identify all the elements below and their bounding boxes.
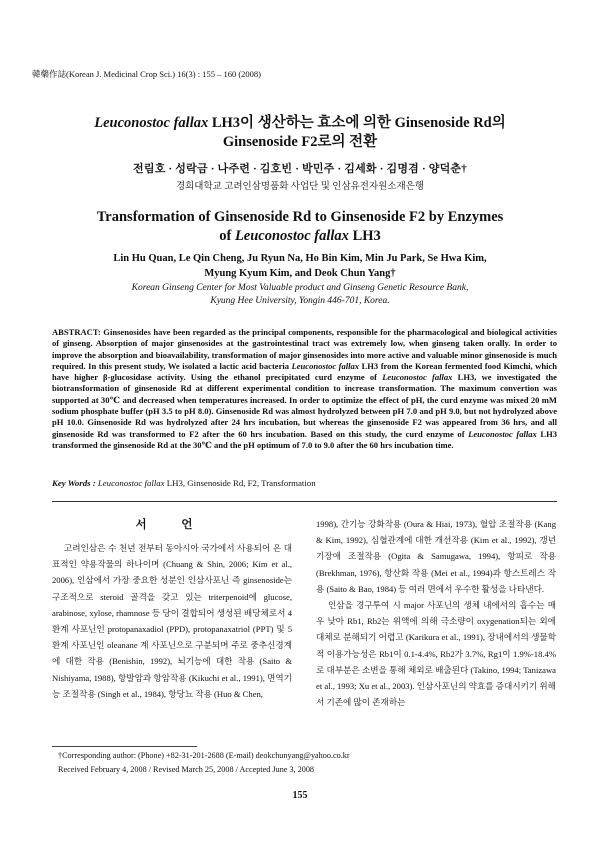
korean-affiliation: 경희대학교 고려인삼명품화 사업단 및 인삼유전자원소재은행 bbox=[175, 182, 425, 192]
english-title bbox=[30, 208, 570, 246]
english-authors bbox=[60, 251, 540, 281]
abstract-species-1: Leuconostoc fallax bbox=[291, 360, 360, 371]
english-affiliation bbox=[60, 282, 540, 308]
abstract-part1: ABSTRACT: Ginsenosides have been regarded as the principal components, responsible for the pharmacological and biological activities of ginseng. Absorption of major ginsenosides at the gastrointestinal tract was extremely low, when ginseng taken orally. In order to improve the absorption and bioavailability, transformation of major ginsenosides into more active and valuable minor ginsenoside is much required. In this present study, We isolated a lactic acid bacteria bbox=[52, 327, 557, 371]
section-divider bbox=[52, 501, 557, 502]
footnote-rule bbox=[52, 746, 197, 747]
intro-paragraph-1: 고려인삼은 수 천년 전부터 동아시아 국가에서 사용되어 온 대표적인 약용작물의 하나이며 (Chuang & Shin, 2006; Kim et al., 2006), 인삼에서 가장 중요한 성분인 인삼사포닌 즉 ginsenoside는 구조적으로 steroid 골격을 갖고 있는 triterpenoid에 glucose, arabinose, xylose, rhamnose 등 당이 결합되어 생성된 배당체로서 4환계 사포닌인 protopanaxadiol (PPD), protopanaxatriol (PPT) 및 5환계 사포닌인 oleanane 계 사포닌으로 구분되며 주로 중추신경계에 대한 작용 (Benishin, 1992), 뇌기능에 대한 작용 (Saito & Nishiyama, 1988), 항발암과 항암작용 (Kikuchi et al., 1991), 면역기능 조절작용 (Singh et al., 1984), 항당뇨 작용 (Huo & Chen, bbox=[52, 543, 292, 699]
korean-title-species: Leuconostoc fallax bbox=[94, 115, 209, 131]
keywords-species: Leuconostoc fallax bbox=[95, 478, 165, 488]
right-column bbox=[316, 516, 556, 710]
korean-title bbox=[30, 114, 570, 152]
intro-paragraph-2: 인삼을 경구투여 시 major 사포닌의 생체 내에서의 흡수는 매우 낮아 Rb1, Rb2는 위액에 의해 극소량이 oxygenation되는 외에 대체로 분해되기 어렵고 (Karikura et al., 1991), 장내에서의 생물학적 이용가능성은 Rb1이 0.1-4.4%, Rb2가 3.7%, Rg1이 1.9%-18.4%로 대부분은 소변을 통해 체외로 배출된다 (Takino, 1994; Tanizawa et al., 1993; Xu et al., 2003). 인삼사포닌의 약효를 증대시키기 위해서 기존에 많이 존재하는 bbox=[316, 600, 556, 708]
abstract-part3: LH3, we investigated the biotransformation of ginsenoside Rd at different experimental condition to increase transformation. The maximum convertion was supported at 30℃ and decreased when temperatures increased. In order to optimize the effect of pH, the curd enzyme was mixed 20 mM sodium phosphate buffer (pH 3.5 to pH 8.0). Ginsenoside Rd was almost hydrolyzed between pH 7.0 and pH 9.0, but not hydrolyzed above pH 10.0. Ginsenoside Rd was hydrolyzed after 24 hrs incubation, but whereas the ginsenoside F2 was appeared from 36 hrs, and all ginsenoside Rd was transformed to F2 after the 60 hrs incubation. Based on this study, the curd enzyme of bbox=[52, 372, 557, 439]
page-number: 155 bbox=[292, 790, 308, 801]
section-heading: 서 언 bbox=[135, 519, 209, 531]
abstract bbox=[52, 327, 557, 451]
abstract-species-2: Leuconostoc fallax bbox=[382, 372, 453, 383]
abstract-part2: LH3 from the Korean fermented food Kimchi, which have higher β-glucosidase activity. Using the ethanol precipitated curd enzyme of bbox=[52, 360, 557, 383]
footnote-dates: Received February 4, 2008 / Revised March 25, 2008 / Accepted June 3, 2008 bbox=[58, 765, 315, 774]
english-title-line2-post: LH3 bbox=[348, 228, 381, 244]
intro-paragraph-1-cont: 1998), 간기능 강화작용 (Oura & Hiai, 1973), 혈압 조절작용 (Kang & Kim, 1992), 심혈관계에 대한 개선작용 (Kim et al., 1992), 갱년기장애 조절작용 (Ogita & Samugawa, 1994), 항피로 작용 (Brekhman, 1976), 항산화 작용 (Mei et al., 1994)과 항스트레스 작용 (Saito & Bao, 1984) 등 여러 면에서 우수한 활성을 나타낸다. bbox=[316, 519, 556, 594]
abstract-part4: LH3 transformed the ginsenoside Rd at the 30℃ and the pH optimum of 7.0 to 9.0 after the 60 hrs incubation time. bbox=[52, 428, 557, 450]
keywords-list: LH3, Ginsenoside Rd, F2, Transformation bbox=[164, 478, 316, 488]
korean-title-line1: LH3이 생산하는 효소에 의한 Ginsenoside Rd의 bbox=[208, 115, 506, 131]
korean-authors: 전림호 · 성락금 · 나주련 · 김호빈 · 박민주 · 김세화 · 김명겸 · 양덕춘† bbox=[133, 163, 467, 175]
english-title-line1: Transformation of Ginsenoside Rd to Ginsenoside F2 by Enzymes bbox=[96, 209, 504, 225]
english-title-line2-pre: of bbox=[219, 228, 235, 244]
journal-citation: 韓藥作誌(Korean J. Medicinal Crop Sci.) 16(3) : 155 – 160 (2008) bbox=[32, 69, 261, 79]
english-affiliation-line2: Kyung Hee University, Yongin 446-701, Korea. bbox=[210, 296, 390, 306]
abstract-species-3: Leuconostoc fallax bbox=[468, 428, 537, 439]
keywords bbox=[52, 478, 557, 488]
left-column bbox=[52, 540, 292, 702]
english-authors-line1: Lin Hu Quan, Le Qin Cheng, Ju Ryun Na, Ho Bin Kim, Min Ju Park, Se Hwa Kim, bbox=[113, 253, 487, 264]
korean-title-line2: Ginsenoside F2로의 전환 bbox=[222, 134, 378, 150]
keywords-label: Key Words : bbox=[52, 478, 96, 488]
english-authors-line2: Myung Kyum Kim, and Deok Chun Yang† bbox=[204, 268, 396, 279]
footnote-corresponding-author: †Corresponding author: (Phone) +82-31-201-2688 (E-mail) deokchunyang@yahoo.co.kr bbox=[58, 751, 350, 760]
english-affiliation-line1: Korean Ginseng Center for Most Valuable product and Ginseng Genetic Resource Bank, bbox=[131, 283, 469, 293]
english-title-species: Leuconostoc fallax bbox=[234, 228, 349, 244]
